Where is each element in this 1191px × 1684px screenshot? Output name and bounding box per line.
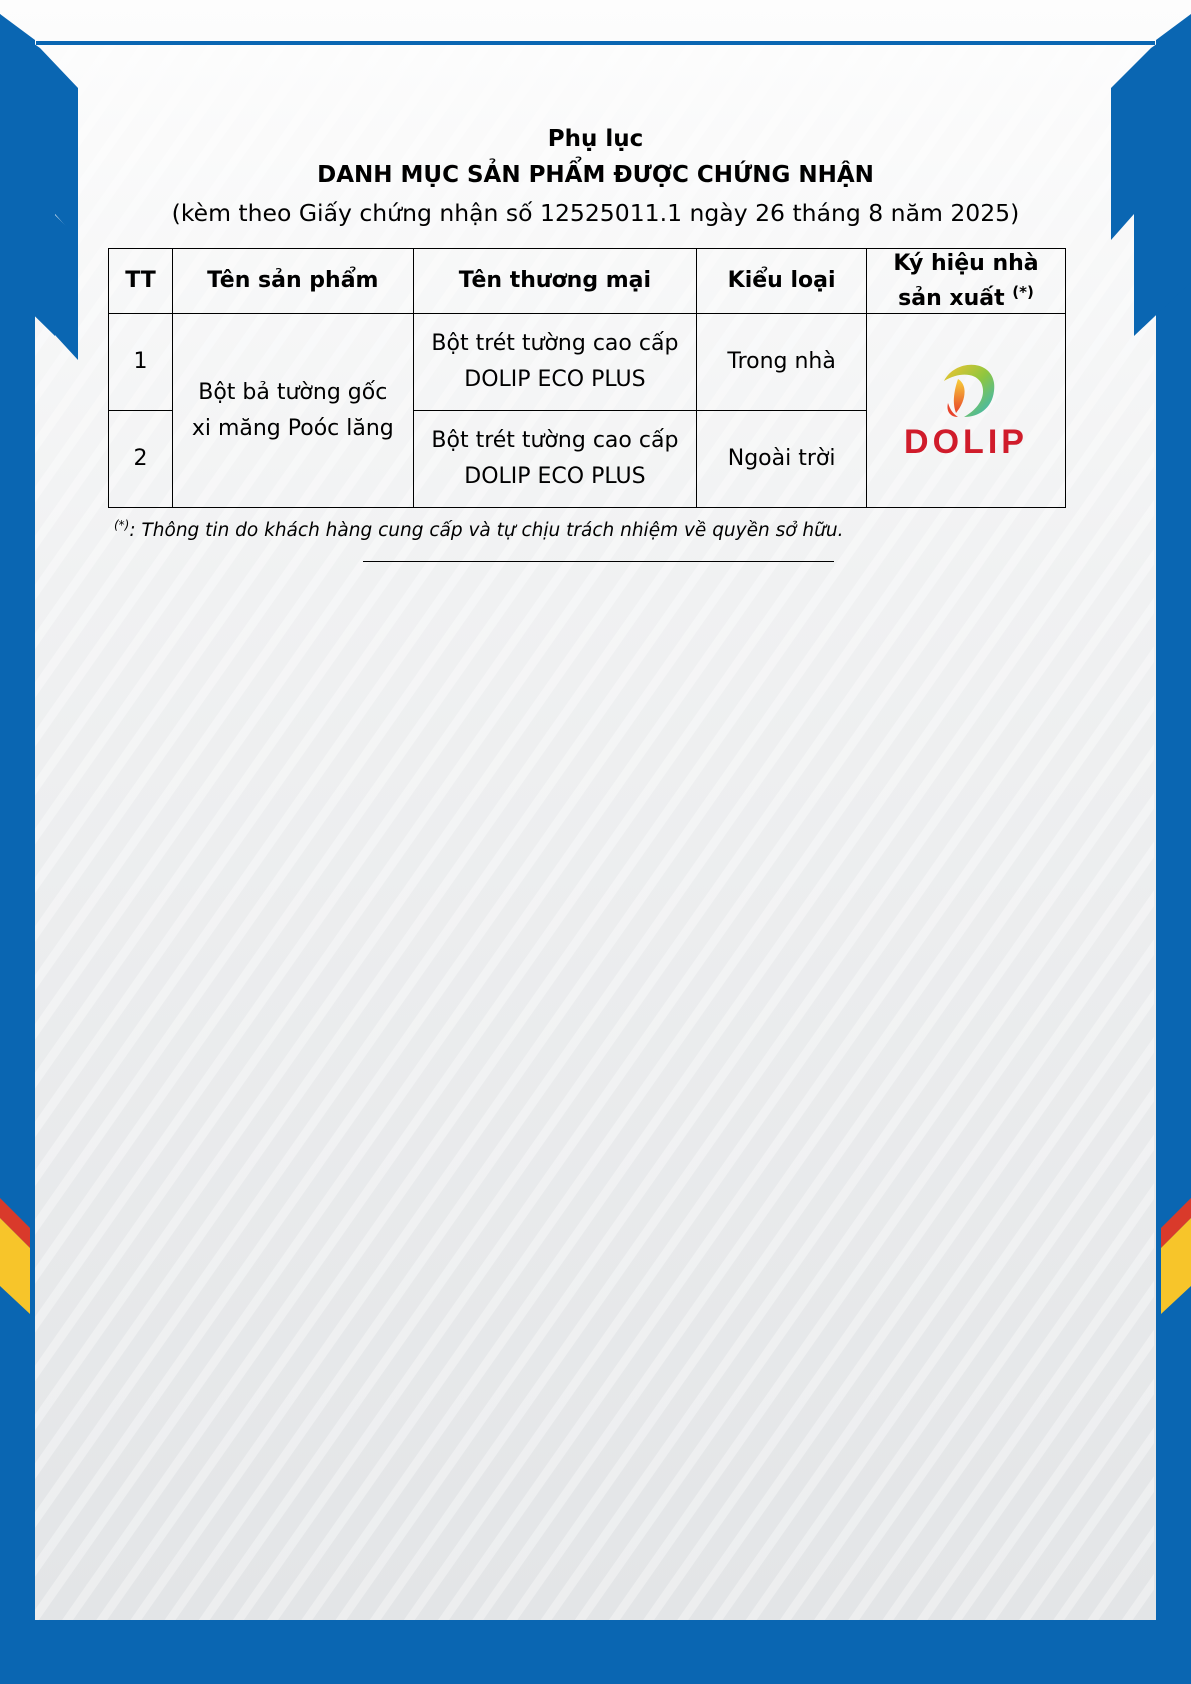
footnote-text: : Thông tin do khách hàng cung cấp và tự chịu trách nhiệm về quyền sở hữu. [129,520,844,541]
row-2-trade-name [413,411,697,508]
footnote-mark: (*) [114,518,130,532]
divider-line [363,561,834,562]
header-type: Kiểu loại [697,249,867,314]
certificate-reference: (kèm theo Giấy chứng nhận số 12525011.1 ngày 26 tháng 8 năm 2025) [171,199,1020,227]
row-1-trade-name-line1: Bột trét tường cao cấp [431,331,679,356]
row-2-type: Ngoài trời [697,411,867,508]
header-tt: TT [109,249,173,314]
header-trade-name: Tên thương mại [413,249,697,314]
product-name-line1: Bột bả tường gốc [198,379,388,405]
row-2-trade-name-line2: DOLIP ECO PLUS [464,464,646,489]
dolip-logo [886,351,1046,471]
row-1-type: Trong nhà [697,314,867,411]
product-table [108,248,1066,508]
footnote [114,518,844,541]
row-2-tt: 2 [109,411,173,508]
maker-logo-cell [867,314,1066,508]
header-product-name: Tên sản phẩm [172,249,413,314]
product-name-line2: xi măng Poóc lăng [191,415,394,441]
table-row [109,314,1066,411]
row-1-tt: 1 [109,314,173,411]
header-maker-symbol-mark: (*) [1012,282,1034,301]
row-2-trade-name-line1: Bột trét tường cao cấp [431,428,679,453]
product-list-title: DANH MỤC SẢN PHẨM ĐƯỢC CHỨNG NHẬN [317,162,874,188]
row-1-trade-name [413,314,697,411]
dolip-logo-text: DOLIP [904,422,1028,461]
header-maker-symbol-line2-wrap [873,278,1059,313]
header-maker-symbol-line1: Ký hiệu nhà [893,250,1039,276]
appendix-title: Phụ lục [547,126,644,152]
header-maker-symbol-line2: sản xuất [898,285,1005,311]
header-maker-symbol [867,249,1066,314]
product-name-cell [172,314,413,508]
row-1-trade-name-line2: DOLIP ECO PLUS [464,367,646,392]
table-header-row [109,249,1066,314]
